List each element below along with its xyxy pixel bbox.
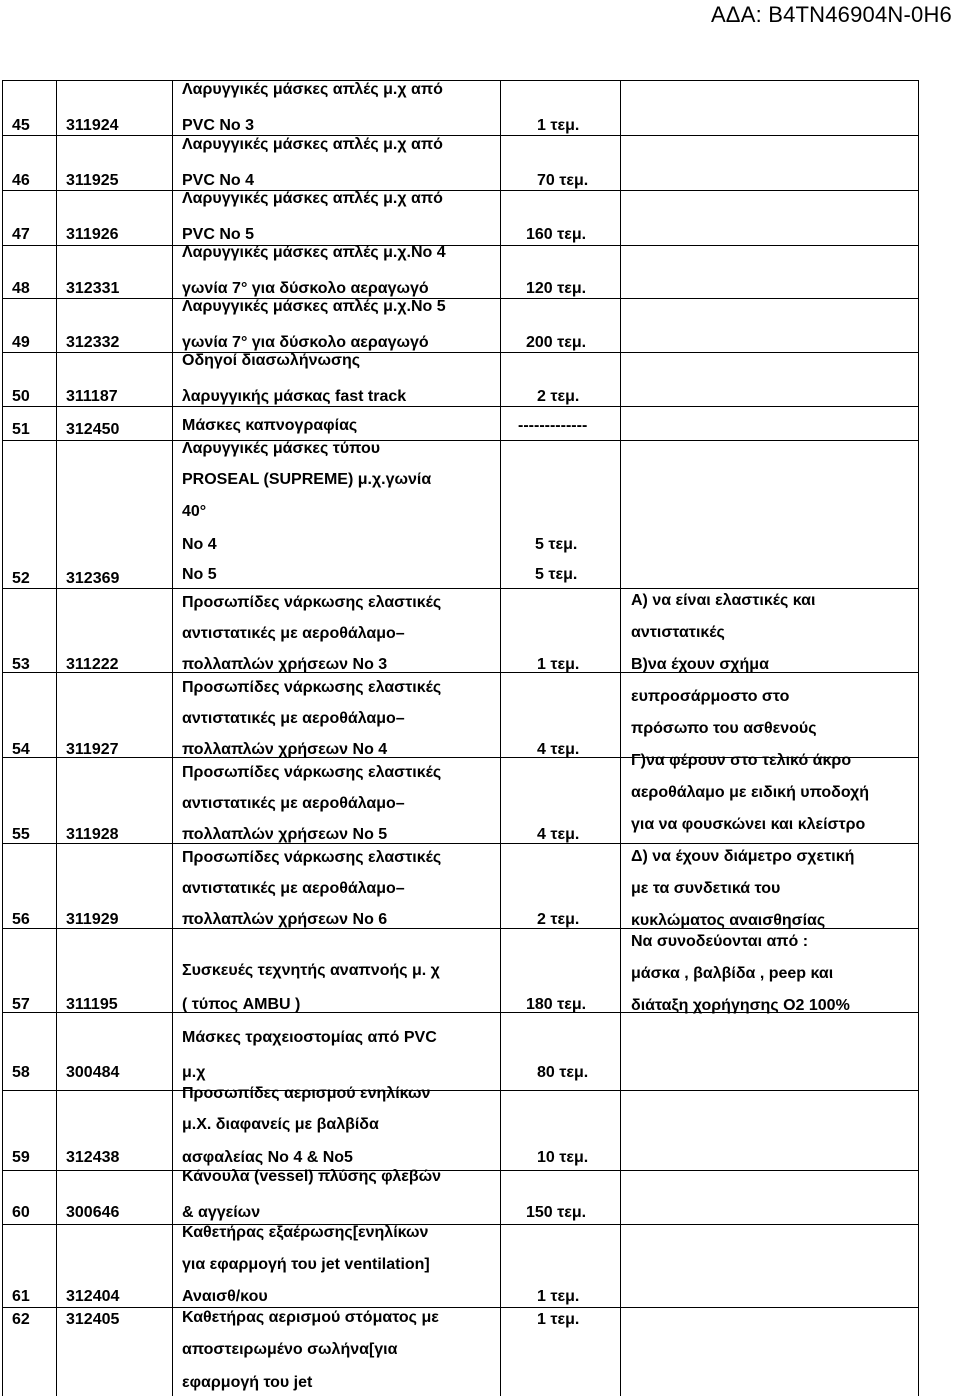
row-number: 51 xyxy=(12,421,30,438)
item-description-line: Λαρυγγικές μάσκες απλές μ.χ.Νο 5 xyxy=(182,298,446,315)
item-description-line: γωνία 7° για δύσκολο αεραγωγό xyxy=(182,334,429,351)
row-number: 45 xyxy=(12,117,30,134)
requirements-note-line: Να συνοδεύονται από : xyxy=(631,933,809,950)
requirements-note-line: αεροθάλαμο με ειδική υποδοχή xyxy=(631,784,870,801)
item-description-line: αντιστατικές με αεροθάλαμο– xyxy=(182,880,405,897)
requirements-note-line: Α) να είναι ελαστικές και xyxy=(631,592,816,609)
item-description-line: αντιστατικές με αεροθάλαμο– xyxy=(182,795,405,812)
row-number: 53 xyxy=(12,656,30,673)
item-description-line: Προσωπίδες νάρκωσης ελαστικές xyxy=(182,679,442,696)
quantity: 80 τεμ. xyxy=(537,1064,589,1081)
item-description-line: & αγγείων xyxy=(182,1204,261,1221)
quantity: 150 τεμ. xyxy=(526,1204,587,1221)
quantity: 180 τεμ. xyxy=(526,996,587,1013)
item-code: 311928 xyxy=(66,826,119,843)
item-description-line: Μάσκες τραχειοστομίας από PVC xyxy=(182,1029,437,1046)
item-description-line: Λαρυγγικές μάσκες απλές μ.χ.Νο 4 xyxy=(182,244,446,261)
requirements-note-line: διάταξη χορήγησης Ο2 100% xyxy=(631,997,850,1014)
quantity: 5 τεμ. xyxy=(535,566,578,583)
item-description-line: Οδηγοί διασωλήνωσης xyxy=(182,352,361,369)
requirements-note-line: μάσκα , βαλβίδα , peep και xyxy=(631,965,834,982)
item-description-line: αντιστατικές με αεροθάλαμο– xyxy=(182,710,405,727)
item-description-line: αποστειρωμένο σωλήνα[για xyxy=(182,1341,398,1358)
quantity: 10 τεμ. xyxy=(537,1149,589,1166)
item-code: 311929 xyxy=(66,911,119,928)
item-code: 312332 xyxy=(66,334,120,351)
quantity: 1 τεμ. xyxy=(537,656,580,673)
item-description-line: αντιστατικές με αεροθάλαμο– xyxy=(182,625,405,642)
requirements-note-line: Γ)να φέρουν στο τελικό άκρο xyxy=(631,752,852,769)
item-code: 311926 xyxy=(66,226,119,243)
item-description-line: Προσωπίδες αερισμού ενηλίκων xyxy=(182,1085,431,1102)
requirements-note-line: πρόσωπο του ασθενούς xyxy=(631,720,817,737)
item-description-line: 40° xyxy=(182,503,207,520)
item-code: 311187 xyxy=(66,388,118,405)
item-description-line: γωνία 7° για δύσκολο αεραγωγό xyxy=(182,280,429,297)
item-code: 312405 xyxy=(66,1311,120,1328)
item-description-line: ασφαλείας Νο 4 & Νο5 xyxy=(182,1149,353,1166)
item-description-line: No 5 xyxy=(182,566,217,583)
quantity: 160 τεμ. xyxy=(526,226,587,243)
row-number: 55 xyxy=(12,826,30,843)
requirements-note-line: αντιστατικές xyxy=(631,624,725,641)
item-code: 311195 xyxy=(66,996,118,1013)
item-description-line: λαρυγγικής μάσκας fast track xyxy=(182,388,407,405)
item-description-line: μ.χ xyxy=(182,1064,206,1081)
item-description-line: Προσωπίδες νάρκωσης ελαστικές xyxy=(182,594,442,611)
item-description-line: Καθετήρας εξαέρωσης[ενηλίκων xyxy=(182,1224,429,1241)
item-code: 300646 xyxy=(66,1204,120,1221)
row-number: 61 xyxy=(12,1288,30,1305)
quantity: 70 τεμ. xyxy=(537,172,589,189)
item-description-line: Λαρυγγικές μάσκες απλές μ.χ από xyxy=(182,190,443,207)
requirements-note-line: κυκλώματος αναισθησίας xyxy=(631,912,826,929)
item-description-line: ( τύπος AMBU ) xyxy=(182,996,301,1013)
quantity: 2 τεμ. xyxy=(537,388,580,405)
row-number: 46 xyxy=(12,172,30,189)
requirements-note-line: Β)να έχουν σχήμα xyxy=(631,656,769,673)
quantity: 1 τεμ. xyxy=(537,1311,580,1328)
item-code: 300484 xyxy=(66,1064,120,1081)
row-number: 56 xyxy=(12,911,30,928)
quantity: 1 τεμ. xyxy=(537,1288,580,1305)
item-description-line: πολλαπλών χρήσεων Νο 3 xyxy=(182,656,388,673)
item-description-line: πολλαπλών χρήσεων Νο 4 xyxy=(182,741,388,758)
row-number: 60 xyxy=(12,1204,30,1221)
ada-identifier: ΑΔΑ: Β4ΤΝ46904Ν-0Η6 xyxy=(710,2,952,27)
row-number: 49 xyxy=(12,334,30,351)
item-description-line: PVC No 4 xyxy=(182,172,255,189)
requirements-note-line: με τα συνδετικά του xyxy=(631,880,781,897)
row-number: 48 xyxy=(12,280,30,297)
item-description-line: για εφαρμογή του jet ventilation] xyxy=(182,1256,430,1273)
item-description-line: Μάσκες καπνογραφίας xyxy=(182,417,358,434)
requirements-note-line: ευπροσάρμοστο στο xyxy=(631,688,790,705)
quantity: 1 τεμ. xyxy=(537,117,580,134)
row-number: 59 xyxy=(12,1149,30,1166)
item-code: 312450 xyxy=(66,421,120,438)
item-description-line: πολλαπλών χρήσεων Νο 6 xyxy=(182,911,388,928)
quantity: 4 τεμ. xyxy=(537,741,580,758)
item-description-line: PVC No 5 xyxy=(182,226,255,243)
requirements-note-line: Δ) να έχουν διάμετρο σχετική xyxy=(631,848,855,865)
item-description-line: Συσκευές τεχνητής αναπνοής μ. χ xyxy=(182,962,440,979)
quantity: ------------- xyxy=(518,417,588,434)
item-description-line: No 4 xyxy=(182,536,217,553)
item-code: 312369 xyxy=(66,570,120,587)
quantity: 4 τεμ. xyxy=(537,826,580,843)
quantity: 120 τεμ. xyxy=(526,280,587,297)
row-number: 47 xyxy=(12,226,30,243)
item-description-line: Προσωπίδες νάρκωσης ελαστικές xyxy=(182,764,442,781)
item-description-line: PVC No 3 xyxy=(182,117,255,134)
item-description-line: Λαρυγγικές μάσκες απλές μ.χ από xyxy=(182,81,443,98)
item-description-line: Καθετήρας αερισμού στόματος με xyxy=(182,1309,439,1326)
item-description-line: Προσωπίδες νάρκωσης ελαστικές xyxy=(182,849,442,866)
item-description-line: εφαρμογή του jet xyxy=(182,1374,313,1391)
item-description-line: Αναισθ/κου xyxy=(182,1288,268,1305)
row-number: 50 xyxy=(12,388,30,405)
row-number: 52 xyxy=(12,570,30,587)
item-code: 312331 xyxy=(66,280,120,297)
item-description-line: Λαρυγγικές μάσκες απλές μ.χ από xyxy=(182,136,443,153)
row-number: 54 xyxy=(12,741,30,758)
row-number: 62 xyxy=(12,1311,30,1328)
item-code: 311222 xyxy=(66,656,119,673)
quantity: 2 τεμ. xyxy=(537,911,580,928)
row-number: 57 xyxy=(12,996,30,1013)
quantity: 5 τεμ. xyxy=(535,536,578,553)
item-code: 311924 xyxy=(66,117,119,134)
item-code: 312404 xyxy=(66,1288,120,1305)
item-code: 311927 xyxy=(66,741,119,758)
quantity: 200 τεμ. xyxy=(526,334,587,351)
item-description-line: Κάνουλα (vessel) πλύσης φλεβών xyxy=(182,1168,442,1185)
item-description-line: Λαρυγγικές μάσκες τύπου xyxy=(182,440,381,457)
item-description-line: πολλαπλών χρήσεων Νο 5 xyxy=(182,826,388,843)
requirements-note-line: για να φουσκώνει και κλείστρο xyxy=(631,816,866,833)
item-description-line: μ.Χ. διαφανείς με βαλβίδα xyxy=(182,1116,379,1133)
item-description-line: PROSEAL (SUPREME) μ.χ.γωνία xyxy=(182,471,432,488)
item-code: 312438 xyxy=(66,1149,120,1166)
item-code: 311925 xyxy=(66,172,119,189)
row-number: 58 xyxy=(12,1064,30,1081)
